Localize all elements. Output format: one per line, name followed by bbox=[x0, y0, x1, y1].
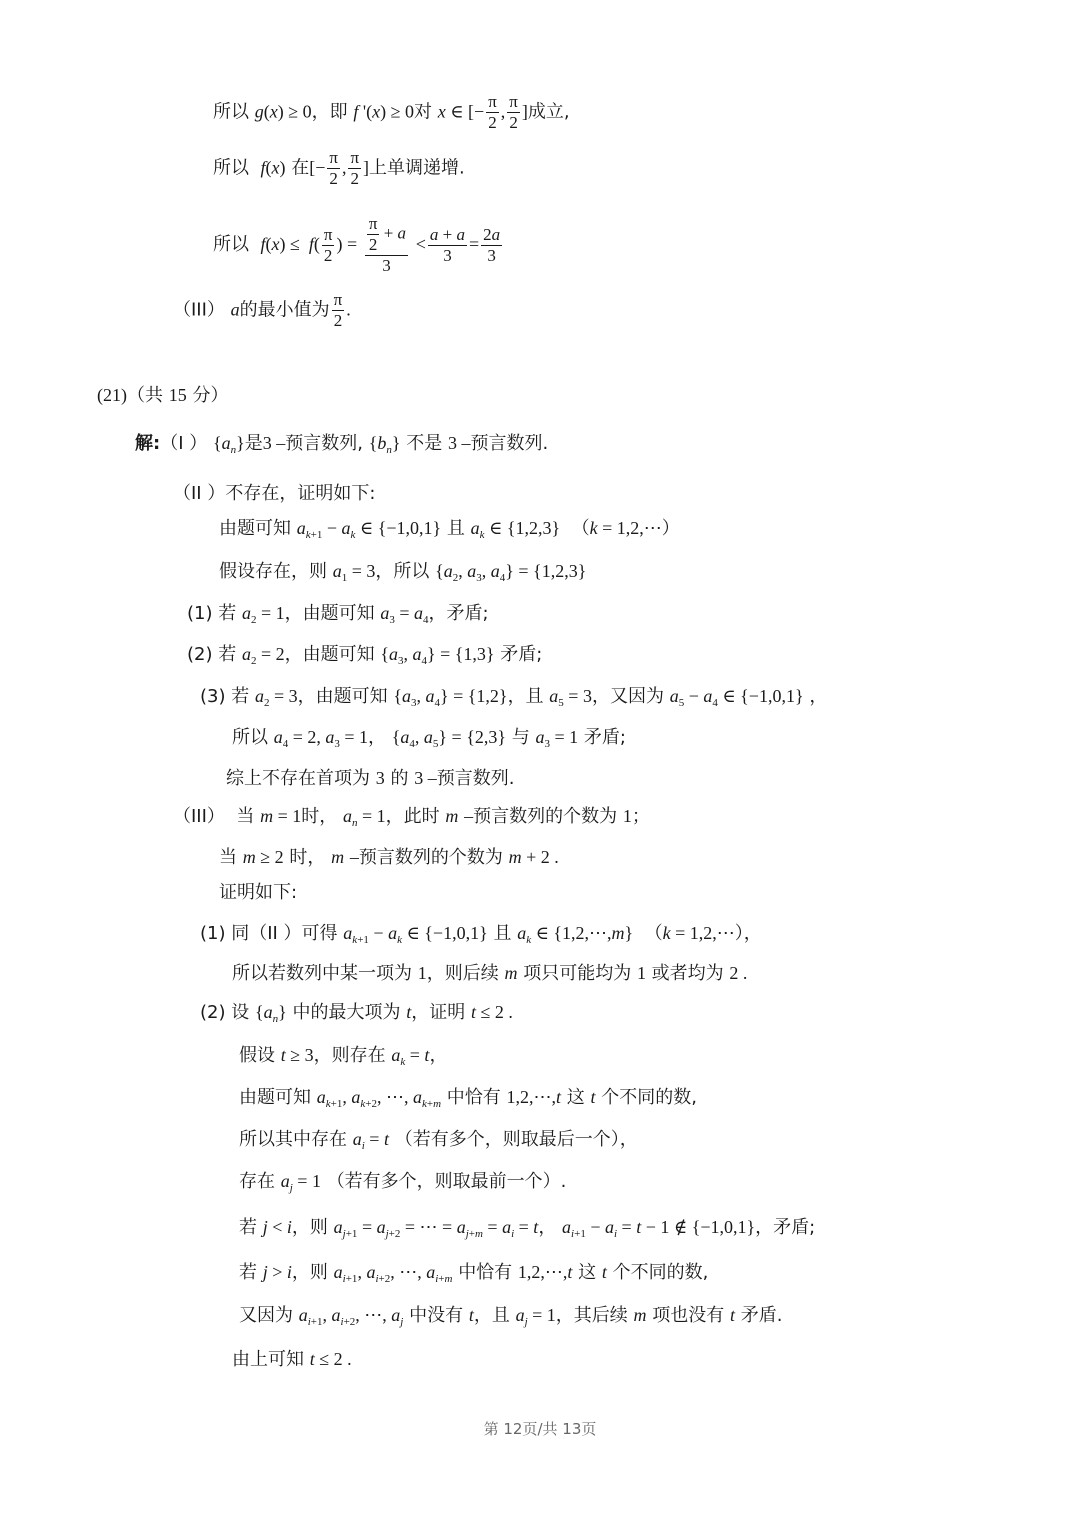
proof-line: 所以 $a_4 = 2$, $a_3 = 1$， {$a_4$, $a_5\} = \{2,3\}$ 与 $a_3 = 1$ 矛盾; bbox=[232, 727, 626, 750]
proof-line: 综上不存在首项为 3 的 3 –预言数列. bbox=[226, 768, 515, 789]
proof-line: （III） 当 m = 1时， $a_n = 1$，此时 m –预言数列的个数为 1； bbox=[173, 806, 650, 829]
proof-line: 解:（I ） $\{a_n\}$是3 –预言数列, $\{b_n\}$ 不是 3 –预言数列. bbox=[135, 433, 549, 456]
proof-line: 假设 t ≥ 3，则存在 $a_k = t$， bbox=[239, 1045, 448, 1068]
proof-line: （II ）不存在，证明如下: bbox=[173, 483, 376, 504]
fraction: $\frac{\pi}{2}$ bbox=[488, 92, 497, 132]
proof-line: 由上可知 t ≤ 2 . bbox=[232, 1349, 352, 1370]
proof-line: 所以其中存在 $a_i = t$ （若有多个，则取最后一个）， bbox=[239, 1129, 638, 1152]
proof-line: 假设存在，则 $a_1 = 3$，所以 {$a_2$, $a_3$, $a_4\} = \{1,2,3\}$ bbox=[219, 561, 587, 584]
proof-line: 若 j < i，则 $a_{j+1} = a_{j+2}$ = ⋯ = $a_{j+m} = a_i = t$， $a_{i+1} - a_i = t - 1$ ∉ {−1,0,1}，矛盾; bbox=[239, 1217, 816, 1240]
proof-line: 当 m ≥ 2 时， m –预言数列的个数为 m + 2 . bbox=[219, 847, 559, 868]
proof-line: 由题可知 $a_{k+1} - a_k$ ∈ {−1,0,1} 且 $a_k$ ∈ {1,2,3} （k = 1,2,⋯） bbox=[219, 518, 680, 541]
proof-line: (2) 设 $\{a_n\}$ 中的最大项为 t，证明 t ≤ 2 . bbox=[200, 1002, 513, 1025]
proof-line: （III） a的最小值为 $\frac{\pi}{2}$ . bbox=[173, 290, 351, 330]
proof-line: 由题可知 $a_{k+1}$, $a_{k+2}$, ⋯, $a_{k+m}$ 中恰有 1,2,⋯,t 这 t 个不同的数, bbox=[239, 1087, 697, 1110]
proof-line: (1) 若 $a_2 = 1$，由题可知 $a_3 = a_4$，矛盾; bbox=[187, 603, 489, 626]
proof-line: 所以 f(x) 在[− $\frac{\pi}{2}$ , $\frac{\pi}{2}$ ]上单调递增. bbox=[213, 148, 465, 188]
proof-line: 证明如下: bbox=[219, 882, 298, 903]
proof-line: 若 j > i，则 $a_{i+1}$, $a_{i+2}$, ⋯, $a_{i+m}$ 中恰有 1,2,⋯,t 这 t 个不同的数, bbox=[239, 1262, 709, 1285]
proof-line: (1) 同（II ）可得 $a_{k+1} - a_k$ ∈ {−1,0,1} 且 $a_k$ ∈ {1,2,⋯,m} （k = 1,2,⋯）， bbox=[200, 923, 762, 946]
fraction: $\frac{\pi}{2}$ bbox=[509, 92, 518, 132]
proof-line: 所以 f(x) ≤ f( $\frac{\pi}{2}$ ) = $\frac{\pi}{2}$ + a 3 < $\frac{a + a}{3}$ = $\frac{2a}{3}$ bbox=[213, 214, 501, 275]
proof-line: (3) 若 $a_2 = 3$，由题可知 {$a_3$, $a_4\} = \{1,2\}$，且 $a_5 = 3$，又因为 $a_5 - a_4$ ∈ {−1,0,1} ， bbox=[200, 686, 828, 709]
proof-line: 所以 g(x) ≥ 0，即 f '(x) ≥ 0对 x ∈ [− $\frac{\pi}{2}$ , $\frac{\pi}{2}$ ]成立, bbox=[213, 92, 570, 132]
proof-line: 又因为 $a_{i+1}$, $a_{i+2}$, ⋯, $a_j$ 中没有 t，且 $a_j = 1$，其后续 m 项也没有 t 矛盾. bbox=[239, 1305, 783, 1328]
question-heading: (21)（共 15 分） bbox=[97, 385, 229, 406]
page-footer: 第 12页/共 13页 bbox=[483, 1420, 597, 1438]
proof-line: 存在 $a_j = 1$ （若有多个，则取最前一个）. bbox=[239, 1171, 567, 1194]
proof-line: (2) 若 $a_2 = 2$，由题可知 {$a_3$, $a_4\} = \{1,3\}$ 矛盾; bbox=[187, 644, 543, 667]
proof-line: 所以若数列中某一项为 1，则后续 m 项只可能均为 1 或者均为 2 . bbox=[232, 963, 748, 984]
